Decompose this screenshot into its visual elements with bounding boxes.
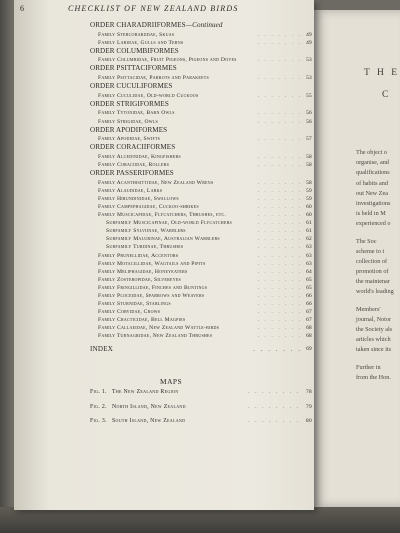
leader-dots: . . . . . . . . [248,418,300,424]
facing-page-text [356,148,400,383]
toc-entry-family [90,39,312,47]
toc-entry-family [90,316,312,324]
facing-page-heading-2: C [382,90,389,100]
running-title: CHECKLIST OF NEW ZEALAND BIRDS [68,4,239,13]
toc-entry-label: Subfamily Sylviinae, Warblers [106,228,186,235]
toc-entry-page: 64 [306,268,312,275]
toc-entry-order [90,82,312,92]
facing-page-line: The Soc [356,237,377,245]
facing-page-line: the Society als [356,326,393,333]
toc-entry-label: Family Cracticidae, Bell Magpies [98,317,186,324]
toc-entry-label: Family Stercorariidae, Skuas [98,31,175,38]
toc-entry-page: 59 [306,195,312,202]
toc-entry-family [90,292,312,300]
toc-entry-family [90,284,312,292]
toc-entry-label: Family Hirundinidae, Swallows [98,195,179,202]
leader-dots: . . . . . . . [257,92,302,99]
toc-entry-family [90,153,312,161]
toc-entry-label: Family Laridae, Gulls and Terns [98,39,184,46]
toc-entry-page: 63 [306,252,312,259]
toc-entry-family [90,300,312,308]
map-entry-page: 79 [306,403,312,410]
leader-dots: . . . . . . . [257,333,302,340]
toc-entry-label: ORDER CORACIIFORMES [90,143,176,152]
toc-entry-family [90,203,312,211]
toc-entry-family [90,31,312,39]
toc-entry-order [90,64,312,74]
leader-dots: . . . . . . . [257,203,302,210]
facing-page-line: out New Zea [356,189,388,197]
leader-dots: . . . . . . . [257,75,302,82]
toc-entry-label: Subfamily Muscicapinae, Old-world Flycatchers [106,220,232,227]
toc-entry-page: 61 [306,220,312,227]
toc-entry-label: Family Cuculidae, Old-world Cuckoos [98,92,199,99]
toc-entry-label: Family Strigidae, Owls [98,118,158,125]
toc-entry-label: Family Tytonidae, Barn Owls [98,110,175,117]
toc-entry-family [90,161,312,169]
toc-entry-label: Family Acanthisittidae, New Zealand Wrens [98,179,214,186]
toc-entry-label: Family Zosteropidae, Silvereyes [98,276,182,283]
facing-page-line: The object o [356,149,387,156]
leader-dots: . . . . . . . [257,236,302,243]
leader-dots: . . . . . . . [257,212,302,219]
page-header [20,4,312,16]
facing-page-line: organise, and [356,159,389,167]
toc-entry-label: Family Psittacidae, Parrots and Parakeets [98,75,209,82]
toc-entry-family [90,332,312,340]
leader-dots: . . . . . . . [257,309,302,316]
facing-page-line: promotion of [356,268,389,276]
toc-entry-page: 62 [306,236,312,243]
leader-dots: . . . . . . . [257,153,302,160]
facing-page-line: is held in M [356,210,386,218]
toc-entry-label: Family Apodidae, Swifts [98,136,161,143]
toc-entry-label: Family Alcedinidae, Kingfishers [98,153,181,160]
leader-dots: . . . . . . . [257,284,302,291]
facing-page-heading: T H E [364,68,400,78]
toc-entry-sub [90,243,312,251]
leader-dots: . . . . . . . [257,136,302,143]
table-surface [0,507,400,533]
toc-entry-family [90,211,312,219]
toc-entry-page: 67 [306,317,312,324]
map-entry-label: North Island, New Zealand [112,403,186,410]
toc-entry-label: Family Sturnidae, Starlings [98,301,171,308]
toc-entry-family [90,195,312,203]
toc-entry-label: ORDER PASSERIFORMES [90,169,174,178]
book-binding-shadow [0,0,14,533]
toc-entry-sub [90,235,312,243]
leader-dots: . . . . . . . [257,220,302,227]
toc-entry-page: 58 [306,153,312,160]
maps-list [90,385,312,429]
toc-entry-label: Family Columbidae, Fruit Pigeons, Pigeons and Doves [98,57,237,64]
toc-entry-label: ORDER CUCULIFORMES [90,82,173,91]
toc-entry-order [90,47,312,57]
toc-entry-page: 57 [306,136,312,143]
toc-entry-label: Family Muscicapidae, Flycatchers, Thrushes, etc. [98,212,227,219]
leader-dots: . . . . . . . [257,195,302,202]
toc-entry-order [90,126,312,136]
toc-entry-family [90,56,312,64]
toc-entry-page: 67 [306,309,312,316]
page-number: 6 [20,4,26,13]
leader-dots: . . . . . . . [257,260,302,267]
leader-dots: . . . . . . . [257,57,302,64]
toc-entry-label: Family Turnagridae, New Zealand Thrushes [98,333,213,340]
toc-entry-label: ORDER APODIFORMES [90,125,168,134]
toc-entry-page: 53 [306,75,312,82]
leader-dots: . . . . . . . . [248,389,300,395]
toc-entry-label: Family Fringillidae, Finches and Buntings [98,284,208,291]
toc-entry-page: 65 [306,276,312,283]
toc-entry-label: Subfamily Turdinae, Thrushes [106,244,184,251]
leader-dots: . . . . . . . [257,228,302,235]
leader-dots: . . . . . . . [257,252,302,259]
leader-dots: . . . . . . . [257,162,302,168]
leader-dots: . . . . . . . [257,244,302,251]
toc-entry-label: ORDER COLUMBIFORMES [90,46,179,55]
toc-entry-page: 63 [306,244,312,251]
leader-dots: . . . . . . . [257,39,302,46]
toc-entry-family [90,268,312,276]
leader-dots: . . . . . . . [257,276,302,283]
toc-entry-index [90,343,312,355]
map-entry-page: 78 [306,389,312,395]
toc-entry-label: Family Ploceidae, Sparrows and Weavers [98,293,205,299]
toc-entry-label: Family Callaeidae, New Zealand Wattle-birds [98,325,220,332]
toc-entry-sub [90,227,312,235]
facing-page-line [356,356,400,363]
toc-entry-page: 53 [306,57,312,64]
toc-entry-label: Family Prunellidae, Accentors [98,252,179,259]
toc-entry-order [90,21,312,31]
toc-entry-page: 56 [306,110,312,117]
toc-entry-label: Family Coraciidae, Rollers [98,162,170,168]
facing-page [312,10,400,507]
leader-dots: . . . . . . . [257,118,302,125]
leader-dots: . . . . . . . [257,268,302,275]
table-of-contents [90,21,312,355]
toc-entry-family [90,252,312,260]
facing-page-line: of habits and [356,179,388,187]
leader-dots: . . . . . . . [257,293,302,299]
leader-dots: . . . . . . . [257,325,302,332]
toc-entry-page: 56 [306,118,312,125]
toc-entry-page: 49 [306,39,312,46]
map-figure-number: Fig. 1. [90,389,107,395]
contents-page [14,0,314,510]
toc-entry-page: 68 [306,333,312,340]
map-entry-page: 80 [306,418,312,424]
facing-page-line: from the Hon. [356,373,391,381]
toc-entry-label: Family Alaudidae, Larks [98,187,163,194]
toc-entry-family [90,260,312,268]
toc-entry-page: 60 [306,212,312,219]
facing-page-line: Members' [356,305,381,313]
toc-entry-order [90,143,312,153]
leader-dots: . . . . . . . . [248,403,300,410]
facing-page-line: world's leading [356,288,394,296]
toc-entry-family [90,308,312,316]
leader-dots: . . . . . . . [257,187,302,194]
leader-dots: . . . . . . . [257,301,302,308]
toc-entry-family [90,324,312,332]
toc-entry-label: ORDER STRIGIFORMES [90,99,169,108]
toc-entry-label: ORDER CHARADRIIFORMES [90,21,186,29]
facing-page-line: Further in [356,363,381,371]
maps-heading: MAPS [160,377,183,386]
toc-entry-sub [90,219,312,227]
toc-entry-label: ORDER PSITTACIFORMES [90,64,177,73]
toc-entry-page: 58 [306,162,312,168]
toc-entry-page: 60 [306,203,312,210]
toc-entry-family [90,187,312,195]
toc-entry-page: 55 [306,92,312,99]
facing-page-line: journal, Notor [356,315,392,323]
map-entry-label: South Island, New Zealand [112,418,186,424]
map-entry [90,414,312,429]
toc-entry-page: 65 [306,284,312,291]
toc-entry-label: Family Campephagidae, Cuckoo-shrikes [98,203,199,210]
facing-page-line: scheme to t [356,247,385,255]
toc-entry-page: 49 [306,31,312,38]
map-entry-label: The New Zealand Region [112,389,179,395]
toc-entry-page: 68 [306,325,312,332]
toc-entry-family [90,118,312,126]
toc-entry-label: Family Meliphagidae, Honeyeaters [98,268,188,275]
facing-page-line: collection of [356,257,388,265]
toc-entry-page: 59 [306,187,312,194]
toc-entry-label: Family Motacillidae, Wagtails and Pipits [98,260,206,267]
toc-entry-order [90,100,312,110]
facing-page-line [356,230,400,237]
toc-entry-page: 66 [306,301,312,308]
leader-dots: . . . . . . . [257,179,302,186]
toc-entry-order [90,169,312,179]
facing-page-line: the maintenar [356,278,390,286]
leader-dots: . . . . . . . [257,317,302,324]
toc-entry-label: Family Corvidae, Crows [98,309,161,316]
facing-page-line: articles which [356,336,391,344]
toc-entry-family [90,92,312,100]
toc-entry-page: 66 [306,293,312,299]
leader-dots: . . . . . . . [257,110,302,117]
toc-entry-continued: —Continued [185,21,223,29]
toc-entry-label: INDEX [90,344,114,353]
toc-entry-page: 69 [306,345,312,352]
map-figure-number: Fig. 2. [90,403,107,410]
toc-entry-page: 61 [306,228,312,235]
toc-entry-family [90,74,312,82]
facing-page-line: taken since its [356,346,392,354]
leader-dots: . . . . . . . [257,31,302,38]
toc-entry-label: Subfamily Malurinae, Australian Warblers [106,236,220,243]
facing-page-line: investigations [356,199,391,207]
toc-entry-family [90,179,312,187]
toc-entry-family [90,135,312,143]
toc-entry-page: 63 [306,260,312,267]
leader-dots: . . . . . . . [253,344,302,353]
toc-entry-family [90,109,312,117]
toc-entry-family [90,276,312,284]
toc-entry-page: 58 [306,179,312,186]
facing-page-line: experienced o [356,220,391,228]
map-figure-number: Fig. 3. [90,418,107,424]
facing-page-line: qualifications [356,169,390,177]
map-entry [90,400,312,415]
map-entry [90,385,312,400]
facing-page-line [356,298,400,305]
